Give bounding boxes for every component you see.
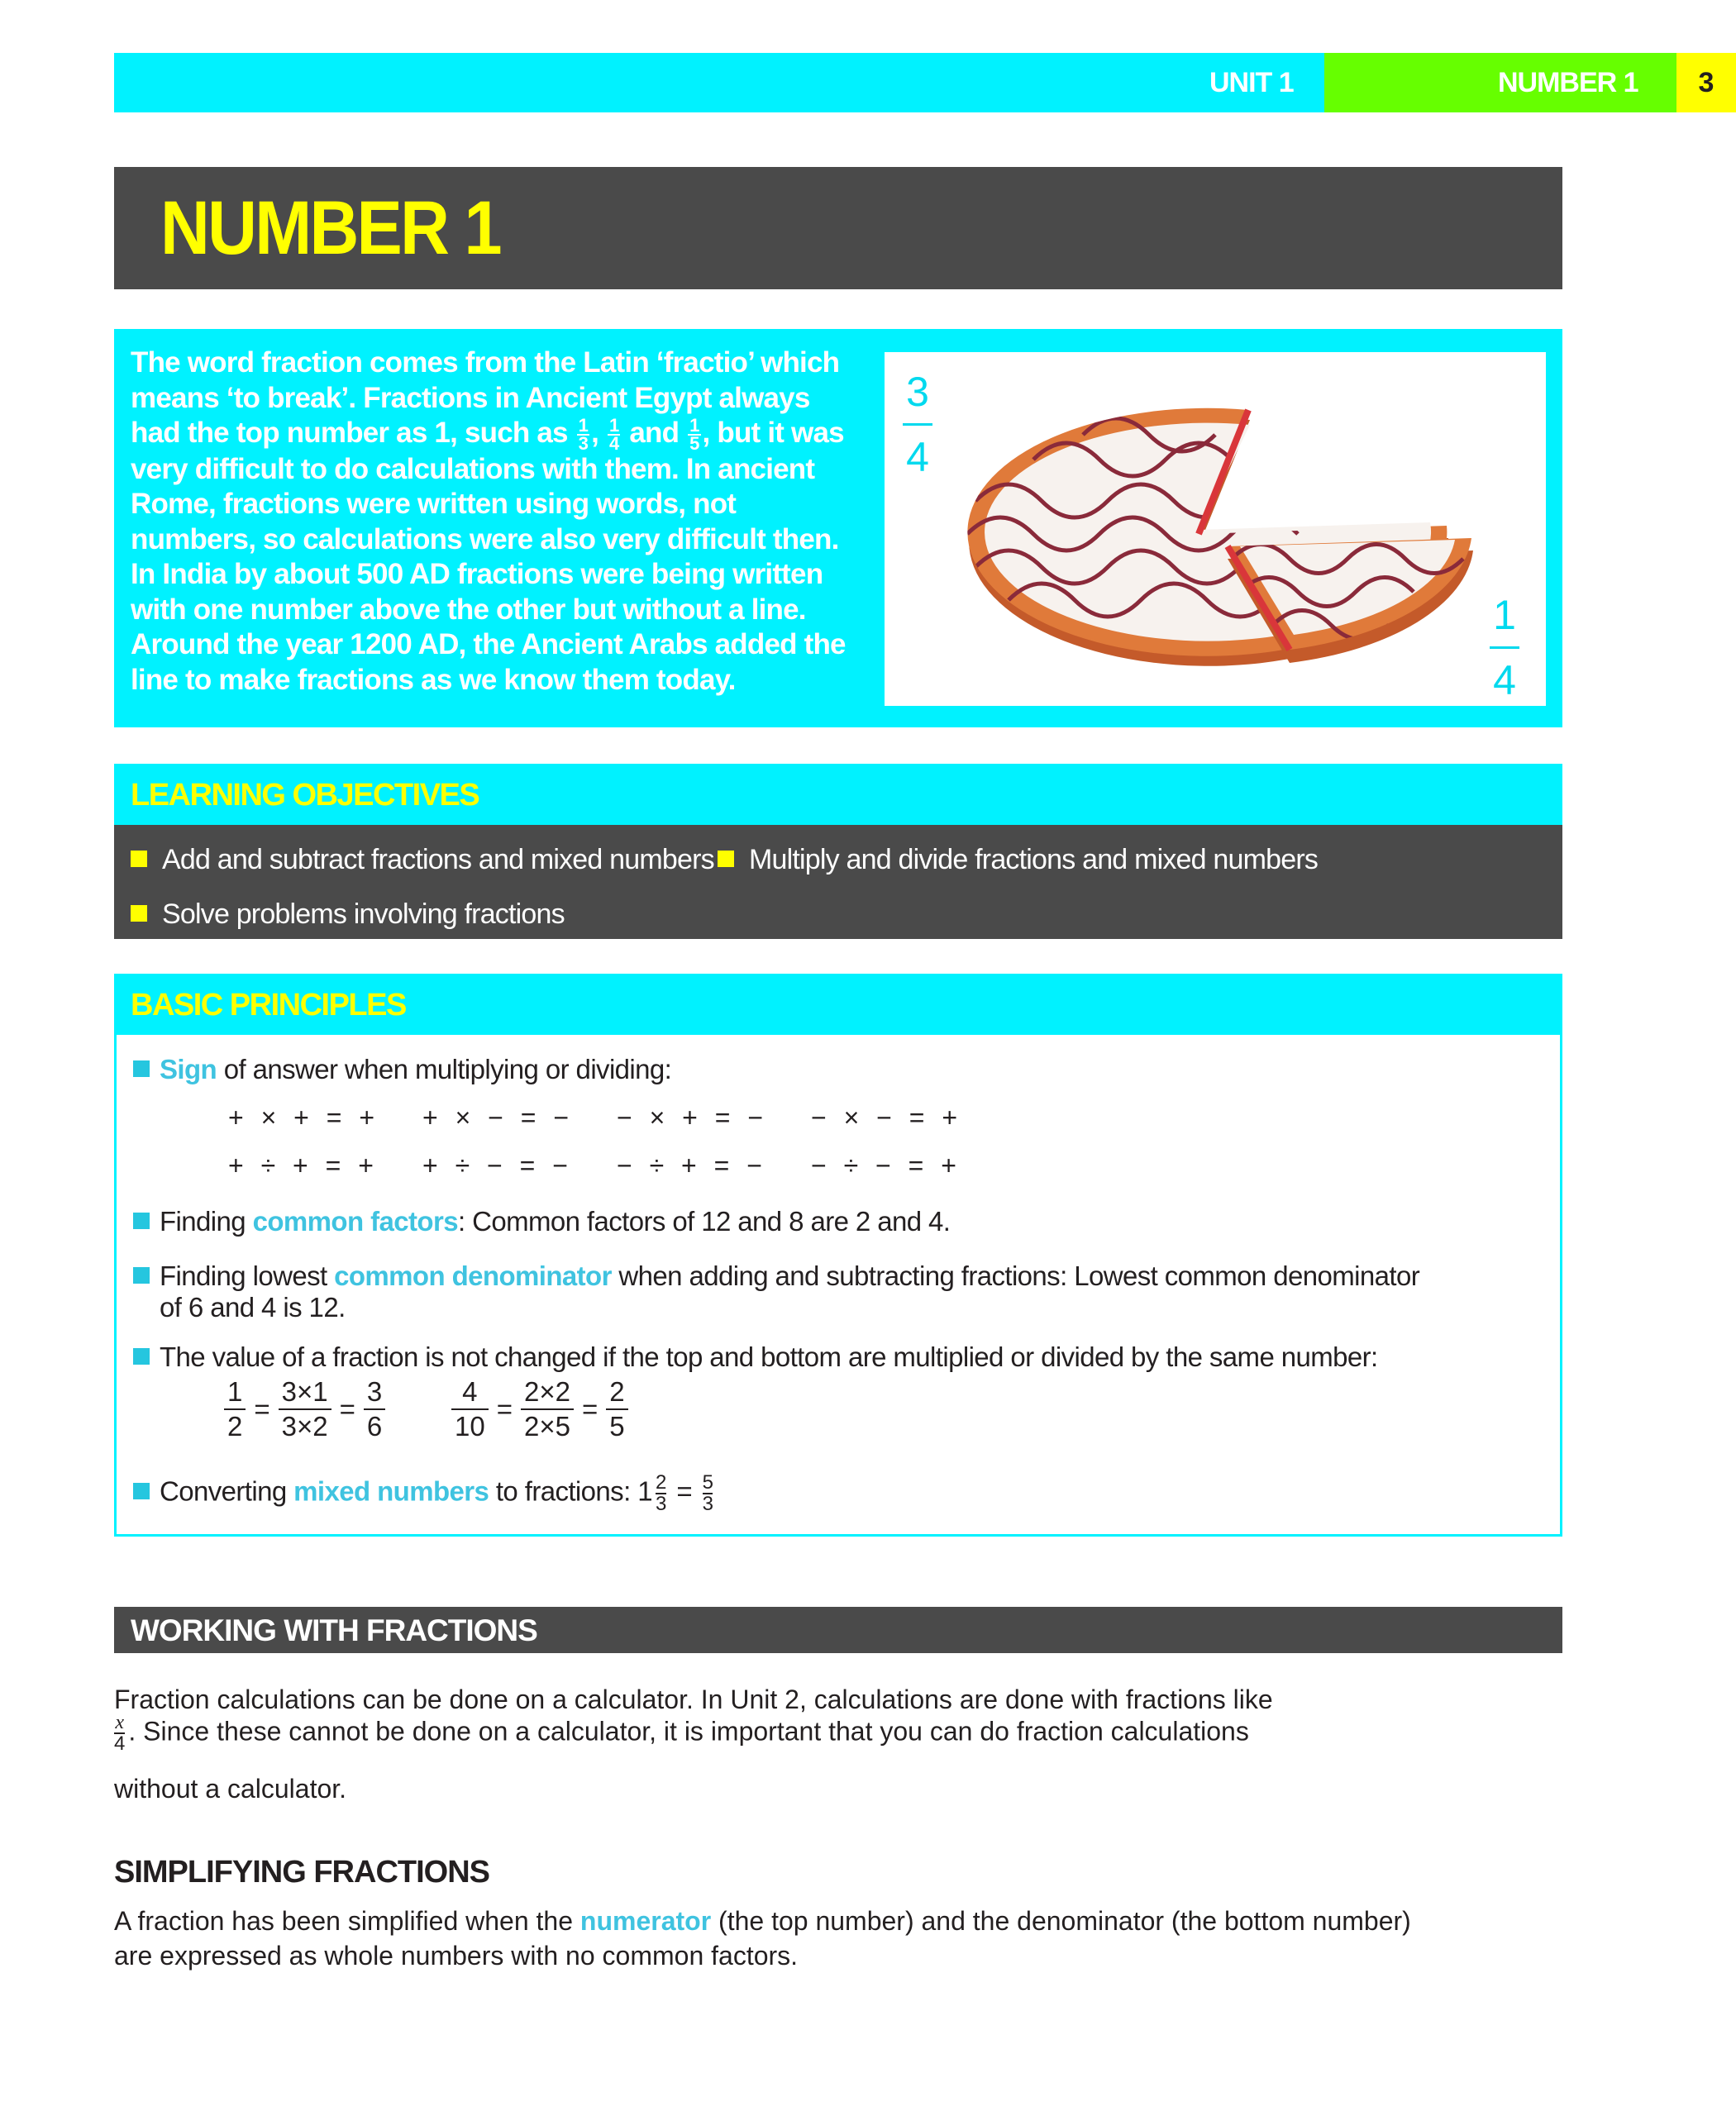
intro-box bbox=[114, 329, 1562, 727]
bullet-square-icon bbox=[131, 905, 147, 922]
objective-item: Solve problems involving fractions bbox=[131, 898, 565, 931]
equivalent-fraction-example-2: $\frac{4}{10}$ = $\frac{2\times 2}{2\times 5}$ = $\frac{2}{5}$ bbox=[451, 1375, 628, 1443]
mixed-numbers-principle: Converting mixed numbers to fractions: 1 $\frac{2}{3}$ = $\frac{5}{3}$ bbox=[133, 1473, 716, 1514]
fraction: $\frac{2}{5}$ bbox=[606, 1375, 627, 1443]
sign-rule: − × − = + bbox=[811, 1103, 962, 1132]
common-factors-principle: Finding common factors: Common factors of 12 and 8 are 2 and 4. bbox=[133, 1205, 950, 1238]
fraction: $\frac{3}{6}$ bbox=[364, 1375, 385, 1443]
fraction-one-fifth: $\frac{1}{5}$ bbox=[689, 414, 699, 454]
sign-rule: + × − = − bbox=[422, 1103, 574, 1132]
page-number: 3 bbox=[1676, 53, 1736, 112]
equivalent-fraction-principle: The value of a fraction is not changed if the top and bottom are multiplied or divided by the same number: bbox=[133, 1341, 1378, 1374]
working-with-fractions-title: WORKING WITH FRACTIONS bbox=[131, 1613, 537, 1647]
fraction: $\frac{2\times 2}{2\times 5}$ bbox=[521, 1375, 574, 1443]
bullet-square-icon bbox=[718, 851, 734, 867]
objective-item: Add and subtract fractions and mixed numbers bbox=[131, 843, 714, 876]
learning-objectives-list bbox=[114, 825, 1562, 939]
sign-rule: + × + = + bbox=[228, 1103, 379, 1132]
tart-image-panel bbox=[885, 352, 1546, 706]
bullet-square-icon bbox=[133, 1267, 150, 1284]
intro-part2: , but it was very difficult to do calculations with them. In ancient Rome, fractions were written using words, not numbers, so calculations were also very difficult then. In India by about 500 AD fractions were being written with one number above the other but without a line. Around the year 1200 AD, the Ancient Arabs added the line to make fractions as we know them today. bbox=[131, 417, 846, 696]
learning-objectives-title: LEARNING OBJECTIVES bbox=[131, 778, 479, 813]
fraction: $\frac{4}{10}$ bbox=[451, 1375, 489, 1443]
fraction-x-over-4: $\frac{x}{4}$ bbox=[114, 1712, 126, 1755]
header-unit: UNIT 1 bbox=[1209, 67, 1294, 98]
common-denominator-line2: of 6 and 4 is 12. bbox=[160, 1292, 346, 1322]
chapter-title: NUMBER 1 bbox=[160, 186, 500, 270]
chapter-title-bar bbox=[114, 167, 1562, 289]
basic-principles-header bbox=[114, 974, 1562, 1035]
sign-principle: Sign of answer when multiplying or dividing: bbox=[133, 1053, 671, 1086]
bullet-square-icon bbox=[133, 1213, 150, 1229]
tart-illustration bbox=[942, 369, 1480, 691]
intro-part1: The word fraction comes from the Latin ‘fractio’ which means ‘to break’. Fractions in Ancient Egypt always had the top number as 1, such as bbox=[131, 346, 840, 449]
working-paragraph-line3: without a calculator. bbox=[114, 1774, 347, 1804]
sign-rule: − × + = − bbox=[617, 1103, 768, 1132]
one-quarter-label: 1 4 bbox=[1490, 592, 1519, 703]
fraction: $\frac{1}{2}$ bbox=[224, 1375, 246, 1443]
working-paragraph-line2: $\frac{x}{4}$ . Since these cannot be done on a calculator, it is important that you can do fraction calculations bbox=[114, 1712, 1249, 1755]
working-with-fractions-header bbox=[114, 1607, 1562, 1653]
sign-rule: + ÷ + = + bbox=[228, 1151, 379, 1180]
learning-objectives-header bbox=[114, 764, 1562, 825]
basic-principles-box bbox=[114, 1035, 1562, 1537]
fraction-one-third: $\frac{1}{3}$ bbox=[578, 414, 589, 454]
common-denominator-principle: Finding lowest common denominator when adding and subtracting fractions: Lowest common denominator bbox=[133, 1260, 1419, 1293]
basic-principles-title: BASIC PRINCIPLES bbox=[131, 988, 406, 1022]
bullet-square-icon bbox=[133, 1348, 150, 1365]
sign-rule: − ÷ − = + bbox=[811, 1151, 961, 1180]
header-section: NUMBER 1 bbox=[1498, 67, 1638, 98]
bullet-square-icon bbox=[131, 851, 147, 867]
simplifying-paragraph-line2: are expressed as whole numbers with no common factors. bbox=[114, 1941, 799, 1971]
simplifying-fractions-title: SIMPLIFYING FRACTIONS bbox=[114, 1855, 489, 1890]
equivalent-fraction-example-1: $\frac{1}{2}$ = $\frac{3\times 1}{3\times 2}$ = $\frac{3}{6}$ bbox=[224, 1375, 385, 1443]
bullet-square-icon bbox=[133, 1060, 150, 1077]
intro-text: The word fraction comes from the Latin ‘fractio’ which means ‘to break’. Fractions in Ancient Egypt always had the top number as 1, such as $\frac{1}{3}$ , $\frac{1}{4}$ and $\frac{1}{5}$ , but it was very difficult to do calculations with them. In ancient Rome, fractions were written using words, not numbers, so calculations were also very difficult then. In India by about 500 AD fractions were being written with one number above the other but without a line. Around the year 1200 AD, the Ancient Arabs added the line to make fractions as we know them today. bbox=[131, 346, 846, 696]
bullet-square-icon bbox=[133, 1483, 150, 1499]
fraction: $\frac{2}{3}$ bbox=[655, 1471, 666, 1515]
simplifying-paragraph-line1: A fraction has been simplified when the numerator (the top number) and the denominator (the bottom number) bbox=[114, 1906, 1411, 1936]
three-quarters-label: 3 4 bbox=[903, 369, 932, 480]
fraction: $\frac{5}{3}$ bbox=[702, 1471, 713, 1515]
fraction: $\frac{3\times 1}{3\times 2}$ bbox=[279, 1375, 331, 1443]
objective-item: Multiply and divide fractions and mixed numbers bbox=[718, 843, 1318, 876]
header-strip bbox=[114, 53, 1715, 112]
sign-rule: + ÷ − = − bbox=[422, 1151, 573, 1180]
sign-rule: − ÷ + = − bbox=[617, 1151, 767, 1180]
working-paragraph-line1: Fraction calculations can be done on a calculator. In Unit 2, calculations are done with fractions like bbox=[114, 1685, 1273, 1714]
fraction-one-quarter: $\frac{1}{4}$ bbox=[608, 414, 619, 454]
